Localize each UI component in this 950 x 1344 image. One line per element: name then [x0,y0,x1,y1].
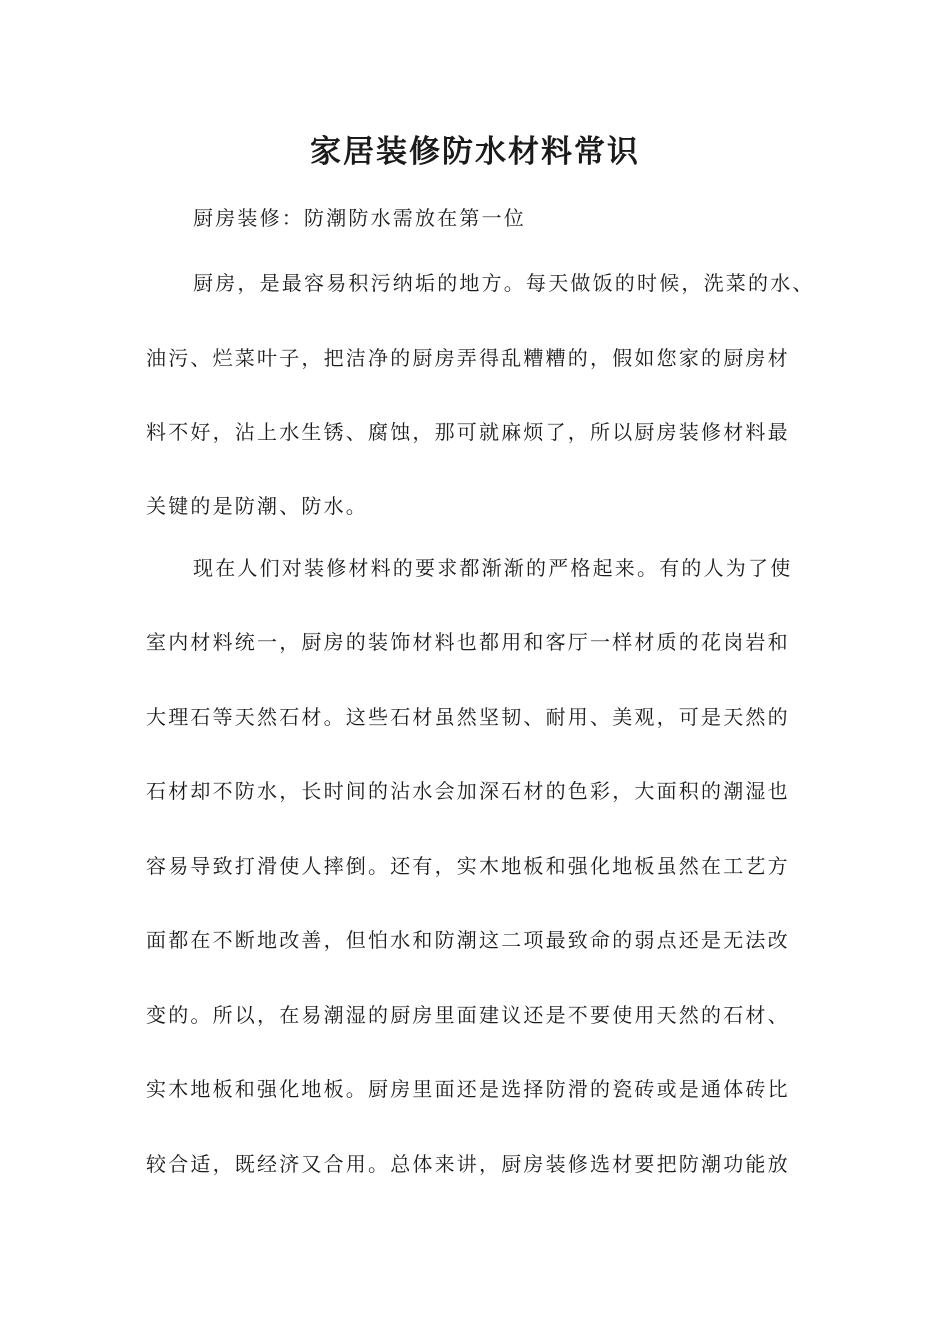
document-title: 家居装修防水材料常识 [310,134,640,170]
paragraph-line: 较合适，既经济又合用。总体来讲，厨房装修选材要把防潮功能放 [146,1152,790,1176]
paragraph-line: 实木地板和强化地板。厨房里面还是选择防滑的瓷砖或是通体砖比 [146,1077,790,1101]
paragraph-line: 室内材料统一，厨房的装饰材料也都用和客厅一样材质的花岗岩和 [146,630,790,654]
paragraph-line: 料不好，沾上水生锈、腐蚀，那可就麻烦了，所以厨房装修材料最 [146,420,790,444]
paragraph-line: 石材却不防水，长时间的沾水会加深石材的色彩，大面积的潮湿也 [146,779,790,803]
section-heading: 厨房装修：防潮防水需放在第一位 [193,206,526,230]
paragraph-line: 油污、烂菜叶子，把洁净的厨房弄得乱糟糟的，假如您家的厨房材 [146,346,790,370]
paragraph-line: 变的。所以，在易潮湿的厨房里面建议还是不要使用天然的石材、 [146,1003,790,1027]
paragraph-line: 厨房，是最容易积污纳垢的地方。每天做饭的时候，洗菜的水、 [193,271,815,295]
paragraph-line: 面都在不断地改善，但怕水和防潮这二项最致命的弱点还是无法改 [146,928,790,952]
paragraph-line: 大理石等天然石材。这些石材虽然坚韧、耐用、美观，可是天然的 [146,705,790,729]
paragraph-line: 关键的是防潮、防水。 [146,494,368,518]
paragraph-line: 容易导致打滑使人摔倒。还有，实木地板和强化地板虽然在工艺方 [146,854,790,878]
paragraph-line: 现在人们对装修材料的要求都渐渐的严格起来。有的人为了使 [193,556,793,580]
